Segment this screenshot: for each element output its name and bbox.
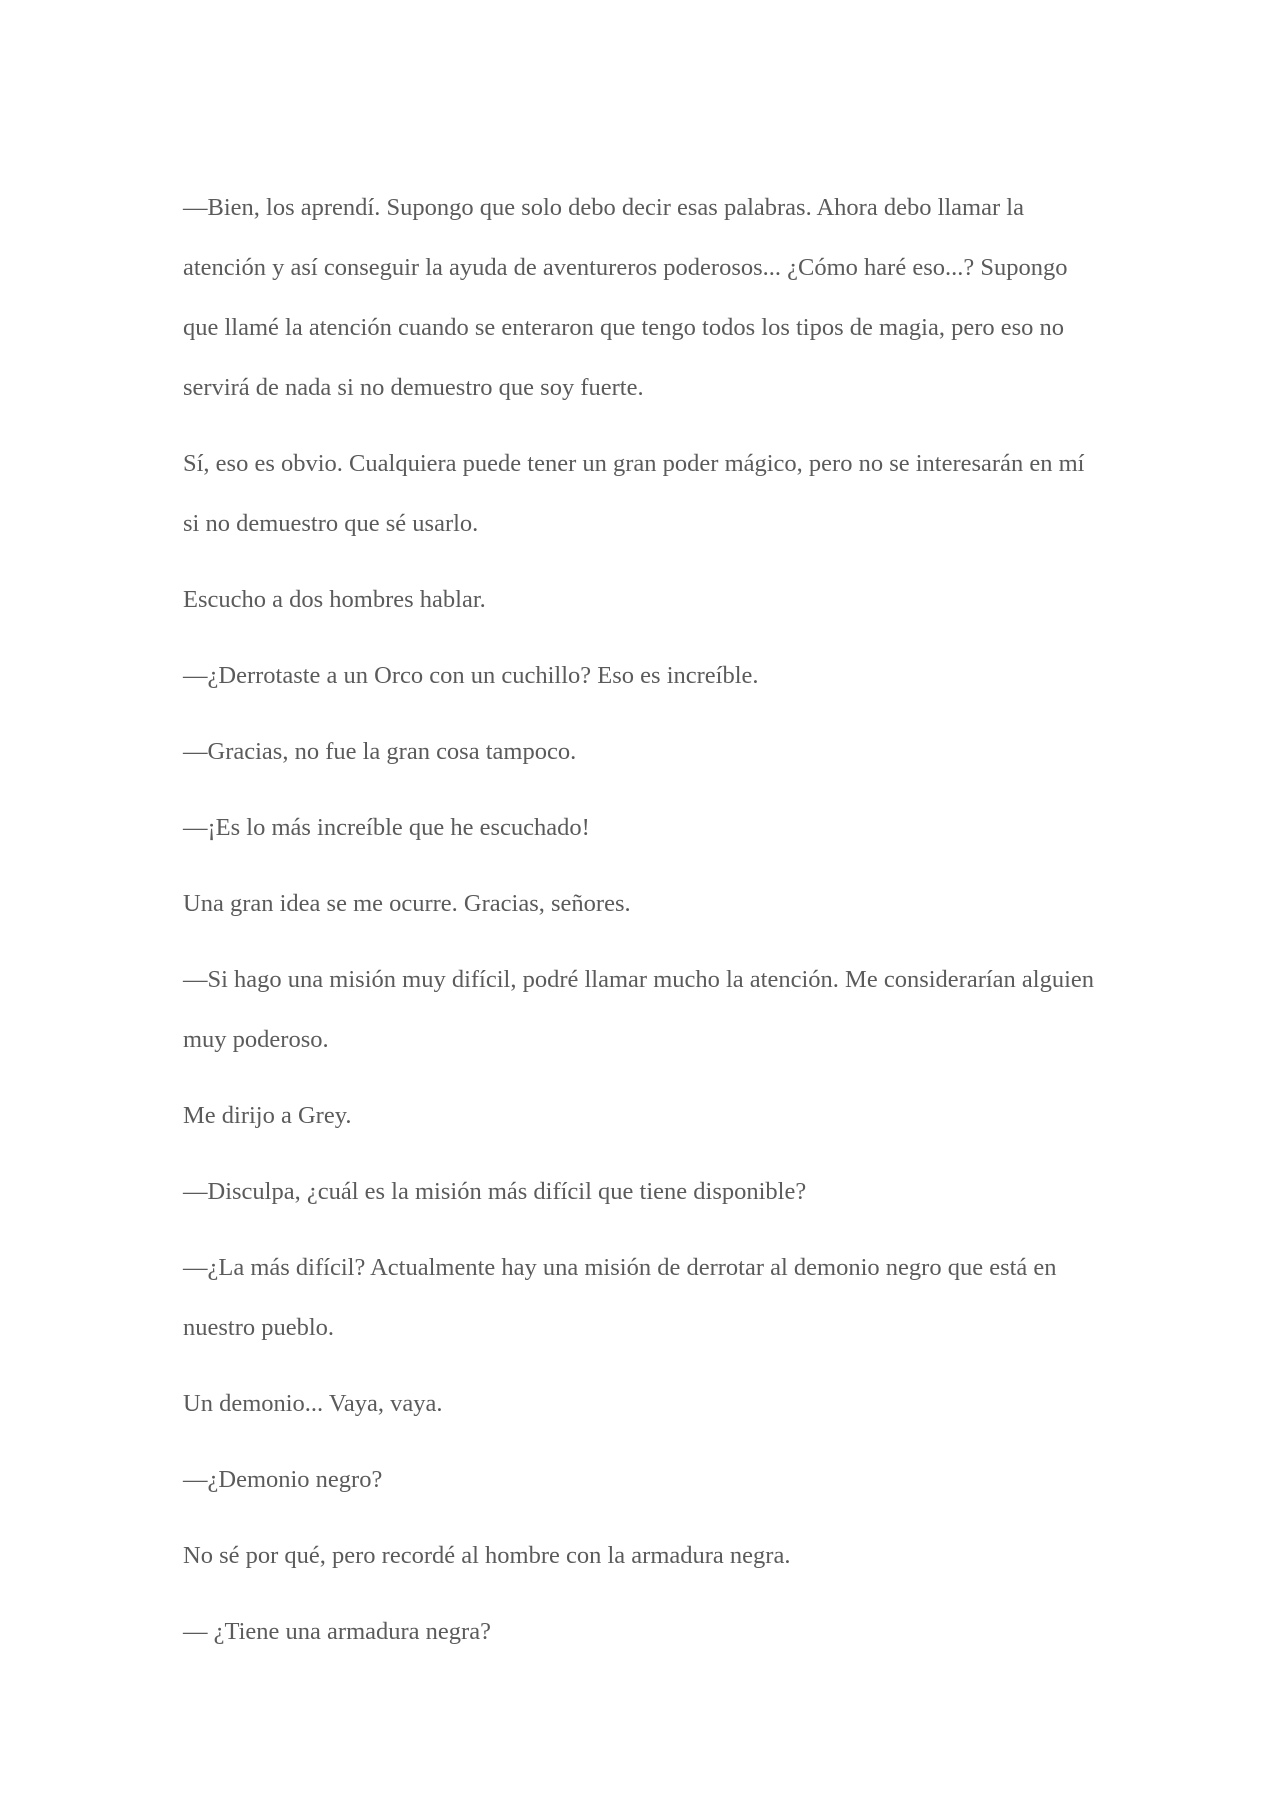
paragraph-5: —Gracias, no fue la gran cosa tampoco. [183, 738, 577, 765]
paragraph-8: —Si hago una misión muy difícil, podré llamar mucho la atención. Me considerarían alguien muy poderoso. [183, 966, 1095, 1053]
paragraph-9: Me dirijo a Grey. [183, 1102, 352, 1129]
paragraph-15: — ¿Tiene una armadura negra? [183, 1618, 491, 1645]
paragraph-14: No sé por qué, pero recordé al hombre con la armadura negra. [183, 1542, 791, 1569]
paragraph-6: —¡Es lo más increíble que he escuchado! [183, 814, 590, 841]
paragraph-4: —¿Derrotaste a un Orco con un cuchillo? Eso es increíble. [183, 662, 759, 689]
document-body [183, 178, 1103, 1678]
paragraph-10: —Disculpa, ¿cuál es la misión más difícil que tiene disponible? [183, 1178, 807, 1205]
paragraph-11: —¿La más difícil? Actualmente hay una misión de derrotar al demonio negro que está en nuestro pueblo. [183, 1254, 1057, 1341]
paragraph-2: Sí, eso es obvio. Cualquiera puede tener un gran poder mágico, pero no se interesarán en mí si no demuestro que sé usarlo. [183, 450, 1085, 537]
paragraph-13: —¿Demonio negro? [183, 1466, 383, 1493]
paragraph-3: Escucho a dos hombres hablar. [183, 586, 486, 613]
paragraph-1: —Bien, los aprendí. Supongo que solo debo decir esas palabras. Ahora debo llamar la atención y así conseguir la ayuda de aventureros poderosos... ¿Cómo haré eso...? Supongo que llamé la atención cuando se enteraron que tengo todos los tipos de magia, pero eso no servirá de nada si no demuestro que soy fuerte. [183, 194, 1068, 401]
paragraph-7: Una gran idea se me ocurre. Gracias, señores. [183, 890, 631, 917]
paragraph-12: Un demonio... Vaya, vaya. [183, 1390, 443, 1417]
